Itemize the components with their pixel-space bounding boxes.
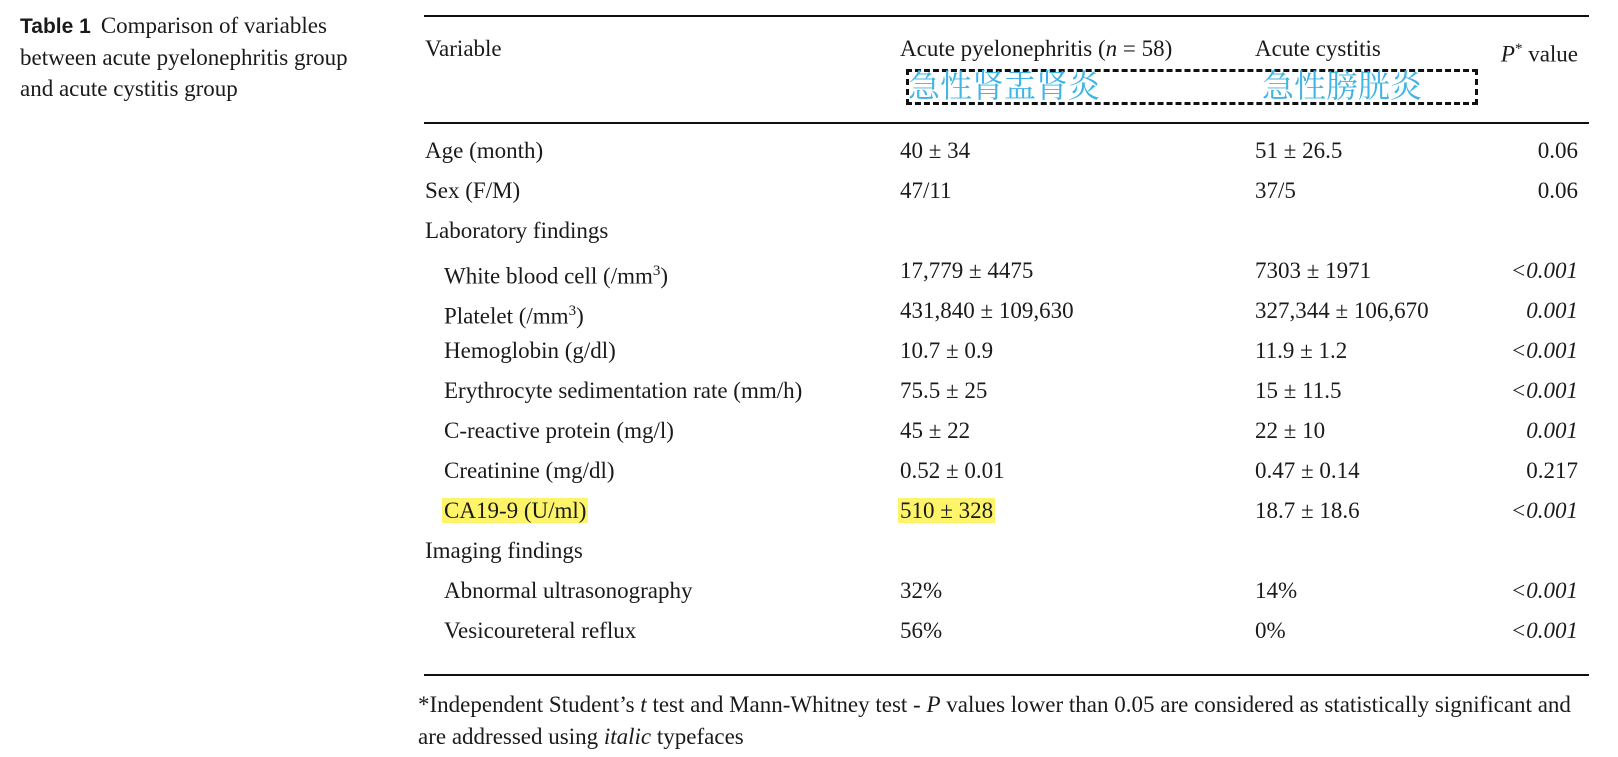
row-hemoglobin-ap: 10.7 ± 0.9 xyxy=(900,338,994,363)
row-wbc-suffix: ) xyxy=(660,263,669,289)
row-wbc-p: <0.001 xyxy=(1510,258,1578,283)
row-platelet-sup: 3 xyxy=(568,303,577,319)
row-esr-variable: Erythrocyte sedimentation rate (mm/h) xyxy=(444,378,803,403)
table-top-rule xyxy=(424,15,1589,17)
row-crp-ac: 22 ± 10 xyxy=(1255,418,1326,443)
row-ultrasonography-ac: 14% xyxy=(1255,578,1298,603)
row-wbc-ac: 7303 ± 1971 xyxy=(1255,258,1372,283)
row-creatinine-ap: 0.52 ± 0.01 xyxy=(900,458,1005,483)
row-wbc-sup: 3 xyxy=(652,263,661,279)
table-header-rule xyxy=(424,122,1589,124)
row-ca199-p: <0.001 xyxy=(1510,498,1578,523)
row-platelet-label: Platelet (/mm xyxy=(444,303,569,329)
row-age-p: 0.06 xyxy=(1537,138,1578,163)
header-p-suffix: value xyxy=(1522,41,1578,67)
header-variable: Variable xyxy=(425,36,502,61)
row-sex-variable: Sex (F/M) xyxy=(425,178,521,203)
footnote-part3: values lower than 0.05 are considered as statistically significant and are addressed using xyxy=(418,692,1571,749)
row-esr-ap: 75.5 ± 25 xyxy=(900,378,988,403)
row-creatinine-ac: 0.47 ± 0.14 xyxy=(1255,458,1360,483)
header-p-value xyxy=(1501,34,1578,70)
row-sex-ac: 37/5 xyxy=(1255,178,1296,203)
row-platelet-ap: 431,840 ± 109,630 xyxy=(900,298,1074,323)
row-crp-variable: C-reactive protein (mg/l) xyxy=(444,418,674,443)
row-ca199-ap-highlight: 510 ± 328 xyxy=(900,498,994,523)
section-laboratory-findings: Laboratory findings xyxy=(425,218,609,243)
header-ap-n: n xyxy=(1105,36,1118,61)
row-age-ac: 51 ± 26.5 xyxy=(1255,138,1343,163)
row-creatinine-variable: Creatinine (mg/dl) xyxy=(444,458,615,483)
row-hemoglobin-variable: Hemoglobin (g/dl) xyxy=(444,338,616,363)
row-age-ap: 40 ± 34 xyxy=(900,138,971,163)
section-imaging-findings: Imaging findings xyxy=(425,538,583,563)
footnote-part4: typefaces xyxy=(651,724,744,749)
row-creatinine-p: 0.217 xyxy=(1526,458,1578,483)
row-platelet-variable xyxy=(444,296,584,332)
footnote-p: P xyxy=(926,692,941,717)
row-ca199-ap xyxy=(900,496,995,526)
header-acute-pyelonephritis xyxy=(900,34,1172,64)
row-platelet-ac: 327,344 ± 106,670 xyxy=(1255,298,1429,323)
row-esr-p: <0.001 xyxy=(1510,378,1578,403)
header-p-letter: P xyxy=(1500,41,1515,67)
annotation-ap-chinese: 急性肾盂肾炎 xyxy=(908,67,1101,105)
row-ca199-variable-highlight: CA19-9 (U/ml) xyxy=(444,498,587,523)
table-footnote xyxy=(418,689,1590,753)
annotation-ac-chinese: 急性膀胱炎 xyxy=(1262,67,1423,105)
row-wbc-label: White blood cell (/mm xyxy=(444,263,653,289)
row-ultrasonography-variable: Abnormal ultrasonography xyxy=(444,578,693,603)
row-hemoglobin-p: <0.001 xyxy=(1510,338,1578,363)
row-vur-p: <0.001 xyxy=(1510,618,1578,643)
footnote-part1: *Independent Student’s xyxy=(418,692,641,717)
row-crp-ap: 45 ± 22 xyxy=(900,418,971,443)
row-ca199-ac: 18.7 ± 18.6 xyxy=(1255,498,1360,523)
row-platelet-suffix: ) xyxy=(576,303,584,329)
table-caption xyxy=(20,10,380,104)
row-platelet-p: 0.001 xyxy=(1526,298,1578,323)
header-ap-suffix: = 58) xyxy=(1117,36,1173,61)
row-hemoglobin-ac: 11.9 ± 1.2 xyxy=(1255,338,1348,363)
row-age-variable: Age (month) xyxy=(425,138,544,163)
row-sex-p: 0.06 xyxy=(1537,178,1578,203)
footnote-t: t xyxy=(640,692,647,717)
header-p-star: * xyxy=(1514,41,1523,57)
row-sex-ap: 47/11 xyxy=(900,178,952,203)
row-ca199-variable xyxy=(444,496,588,526)
row-esr-ac: 15 ± 11.5 xyxy=(1255,378,1342,403)
row-vur-ap: 56% xyxy=(900,618,943,643)
row-vur-ac: 0% xyxy=(1255,618,1286,643)
row-ultrasonography-ap: 32% xyxy=(900,578,943,603)
row-ultrasonography-p: <0.001 xyxy=(1510,578,1578,603)
row-crp-p: 0.001 xyxy=(1526,418,1578,443)
table-caption-text: Comparison of variables between acute pyelonephritis group and acute cystitis group xyxy=(20,13,348,101)
footnote-italic: italic xyxy=(603,724,652,749)
table-bottom-rule xyxy=(424,674,1589,676)
header-acute-cystitis: Acute cystitis xyxy=(1255,36,1381,61)
footnote-part2: test and Mann-Whitney test - xyxy=(646,692,927,717)
header-ap-prefix: Acute pyelonephritis ( xyxy=(900,36,1106,61)
row-wbc-ap: 17,779 ± 4475 xyxy=(900,258,1034,283)
row-vur-variable: Vesicoureteral reflux xyxy=(444,618,637,643)
row-wbc-variable xyxy=(444,256,668,292)
table-caption-label: Table 1 xyxy=(20,15,91,38)
